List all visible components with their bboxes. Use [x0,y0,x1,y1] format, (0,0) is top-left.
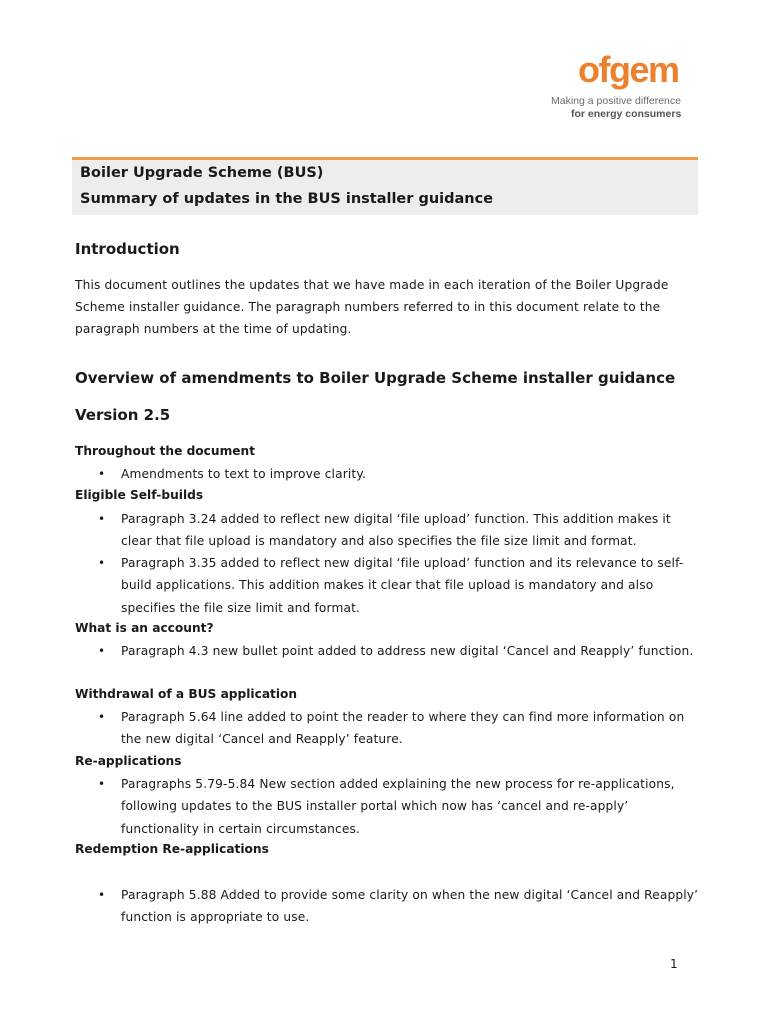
list-item-text: Paragraph 4.3 new bullet point added to address new digital ‘Cancel and Reapply’ function. [121,644,694,658]
bullet-icon: • [98,888,106,902]
logo-tagline-2: for energy consumers [571,108,682,120]
list-item-text: Amendments to text to improve clarity. [121,467,366,481]
list-item-text: Paragraphs 5.79-5.84 New section added explaining the new process for re-applications, following updates to the BUS installer portal which now has ‘cancel and re-apply’ functionality in certain circumstances. [121,777,675,836]
bullet-icon: • [98,467,106,481]
bullet-icon: • [98,556,106,570]
list-item-text: Paragraph 3.35 added to reflect new digital ‘file upload’ function and its relevance to self-build applications. This addition makes it clear that file upload is mandatory and also specifies the file size limit and format. [121,556,684,615]
bullet-icon: • [98,644,106,658]
section-heading: Withdrawal of a BUS application [75,687,298,701]
bullet-icon: • [98,710,106,724]
document-title: Boiler Upgrade Scheme (BUS) [80,165,324,181]
title-box [72,157,698,215]
list-item-text: Paragraph 3.24 added to reflect new digital ‘file upload’ function. This addition makes it clear that file upload is mandatory and also specifies the file size limit and format. [121,512,671,549]
list-item-text: Paragraph 5.88 Added to provide some clarity on when the new digital ‘Cancel and Reapply’ function is appropriate to use. [121,888,699,925]
section-heading: Throughout the document [75,444,256,458]
logo-wordmark: ofgem [578,49,679,90]
section-heading: Redemption Re-applications [75,842,269,856]
section-heading: Re-applications [75,754,182,768]
section-heading: What is an account? [75,621,214,635]
logo-tagline-1: Making a positive difference [551,95,681,107]
bullet-icon: • [98,777,106,791]
section-heading: Eligible Self-builds [75,488,204,502]
document-subtitle: Summary of updates in the BUS installer guidance [80,191,494,207]
bullet-icon: • [98,512,106,526]
introduction-heading: Introduction [75,240,180,258]
version-heading: Version 2.5 [75,406,171,424]
overview-heading: Overview of amendments to Boiler Upgrade Scheme installer guidance [75,369,676,387]
introduction-text: This document outlines the updates that we have made in each iteration of the Boiler Upgrade Scheme installer guidance. The paragraph numbers referred to in this document relate to the paragraph numbers at the time of updating. [75,278,669,336]
page-number: 1 [670,957,678,971]
list-item-text: Paragraph 5.64 line added to point the reader to where they can find more information on the new digital ‘Cancel and Reapply’ feature. [121,710,685,747]
